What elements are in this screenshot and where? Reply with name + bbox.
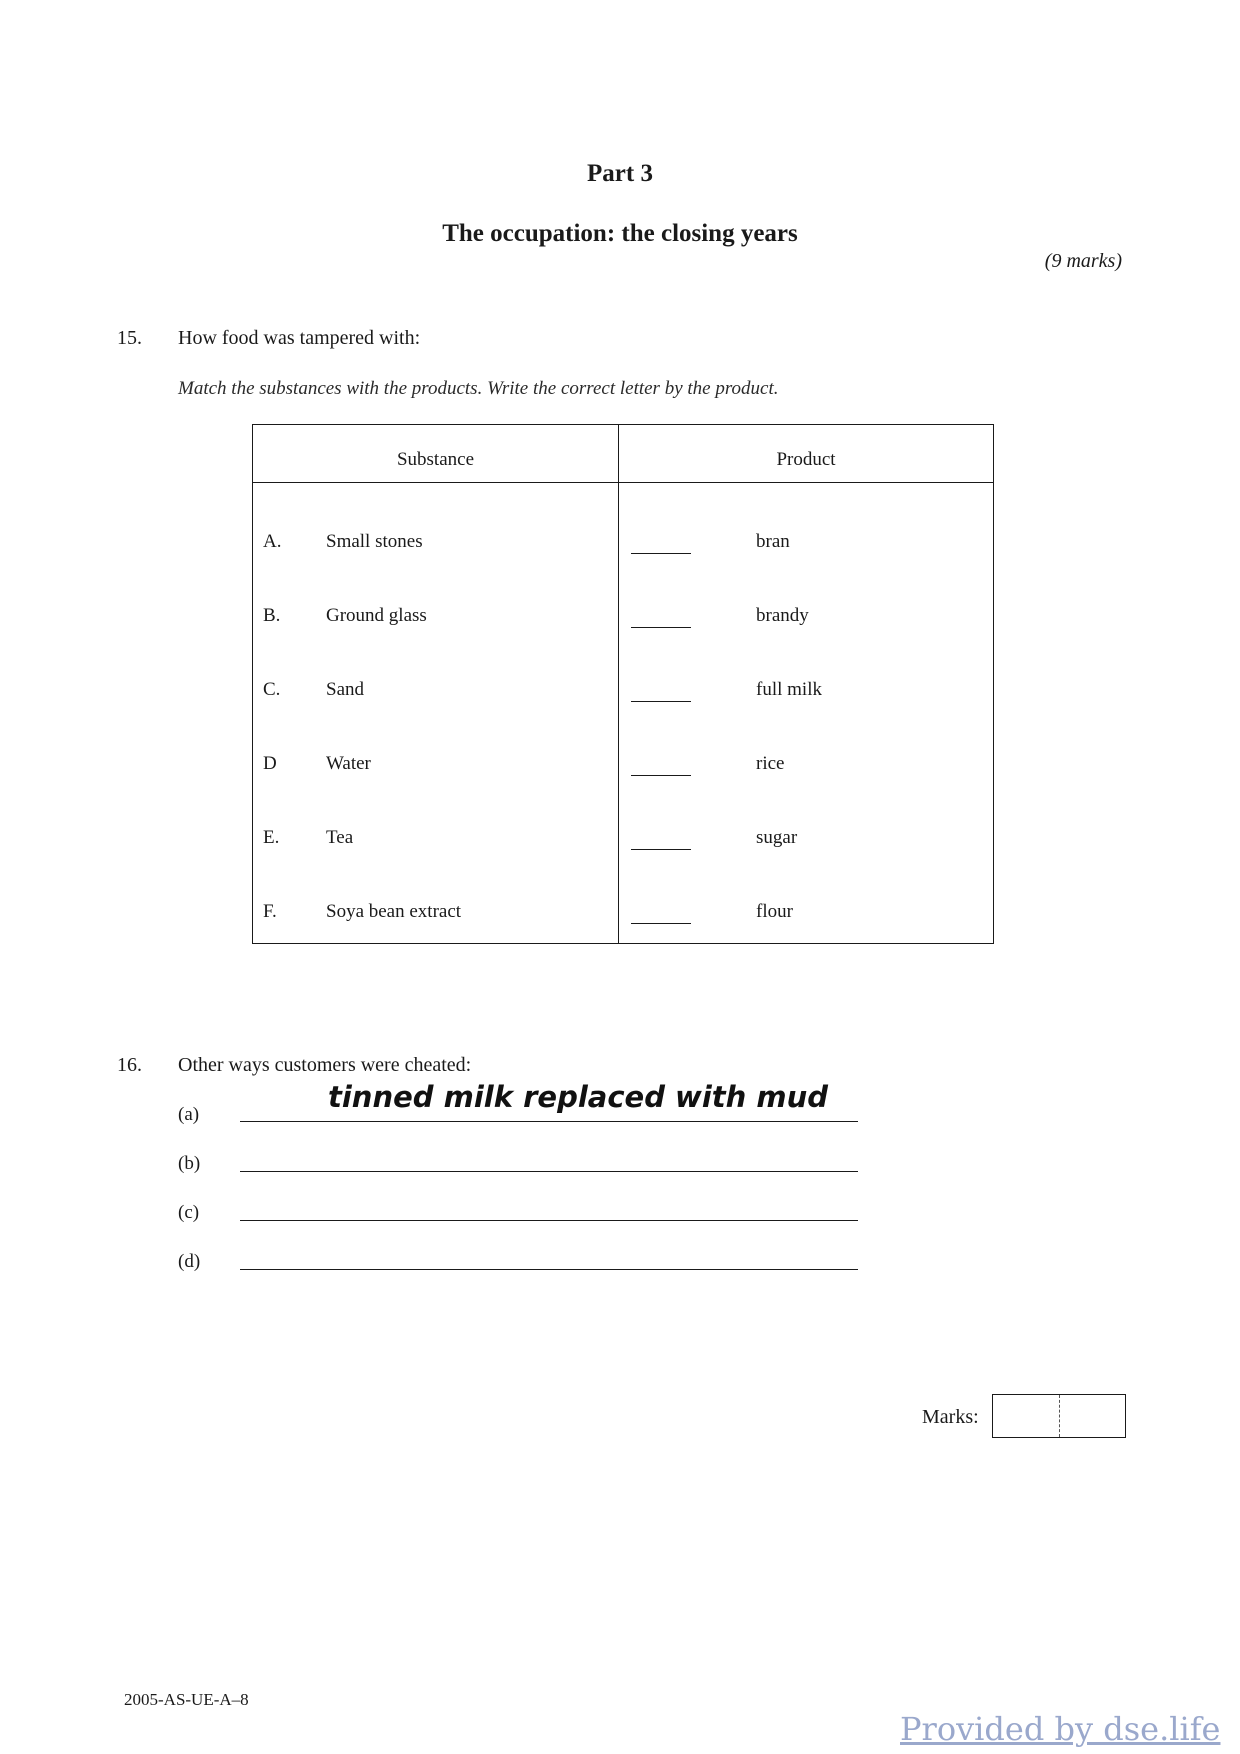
- row-substance: Ground glass: [326, 605, 427, 626]
- marks-box-divider: [1059, 1395, 1060, 1437]
- answer-line-d[interactable]: [240, 1269, 858, 1270]
- answer-blank[interactable]: [631, 923, 691, 924]
- marks-label: Marks:: [922, 1406, 979, 1428]
- row-substance: Sand: [326, 679, 364, 700]
- marks-box: [992, 1394, 1126, 1438]
- question-15-prompt: How food was tampered with:: [178, 327, 421, 349]
- row-substance: Small stones: [326, 531, 423, 552]
- answer-blank[interactable]: [631, 849, 691, 850]
- answer-blank[interactable]: [631, 701, 691, 702]
- row-substance: Water: [326, 753, 371, 774]
- row-product: rice: [756, 753, 785, 774]
- row-substance: Tea: [326, 827, 354, 848]
- table-row: [253, 657, 993, 731]
- answer-label-a: (a): [178, 1104, 200, 1125]
- paper-code: 2005-AS-UE-A–8: [124, 1690, 249, 1709]
- column-header-substance: Substance: [396, 449, 475, 470]
- question-16-number: 16.: [117, 1054, 142, 1076]
- row-substance: Soya bean extract: [326, 901, 462, 922]
- row-product: full milk: [756, 679, 822, 700]
- row-letter: C.: [263, 679, 281, 700]
- answer-label-b: (b): [178, 1153, 201, 1174]
- row-product: flour: [756, 901, 793, 922]
- row-product: sugar: [756, 827, 798, 848]
- header-rule: [253, 482, 993, 483]
- answer-line-c[interactable]: [240, 1220, 858, 1221]
- question-16-prompt: Other ways customers were cheated:: [178, 1054, 472, 1076]
- section-title: The occupation: the closing years: [442, 220, 798, 247]
- row-letter: A.: [263, 531, 282, 552]
- answer-label-d: (d): [178, 1251, 201, 1272]
- row-product: bran: [756, 531, 790, 552]
- row-product: brandy: [756, 605, 809, 626]
- handwritten-answer-a: tinned milk replaced with mud: [328, 1080, 829, 1114]
- answer-blank[interactable]: [631, 627, 691, 628]
- table-row: [253, 879, 993, 953]
- table-row: [253, 731, 993, 805]
- table-row: [253, 509, 993, 583]
- answer-line-b[interactable]: [240, 1171, 858, 1172]
- row-letter: F.: [263, 901, 277, 922]
- answer-blank[interactable]: [631, 775, 691, 776]
- row-letter: E.: [263, 827, 280, 848]
- provided-by-link[interactable]: Provided by dse.life: [900, 1710, 1221, 1748]
- marks-allocation: (9 marks): [1044, 250, 1122, 272]
- question-15-instruction: Match the substances with the products. Write the correct letter by the product.: [178, 378, 779, 399]
- answer-blank[interactable]: [631, 553, 691, 554]
- answer-label-c: (c): [178, 1202, 200, 1223]
- table-row: [253, 805, 993, 879]
- row-letter: B.: [263, 605, 281, 626]
- row-letter: D: [263, 753, 277, 774]
- matching-table: [252, 424, 994, 944]
- answer-line-a[interactable]: [240, 1121, 858, 1122]
- part-title: Part 3: [587, 160, 653, 187]
- column-header-product: Product: [776, 449, 836, 470]
- question-15-number: 15.: [117, 327, 142, 349]
- table-row: [253, 583, 993, 657]
